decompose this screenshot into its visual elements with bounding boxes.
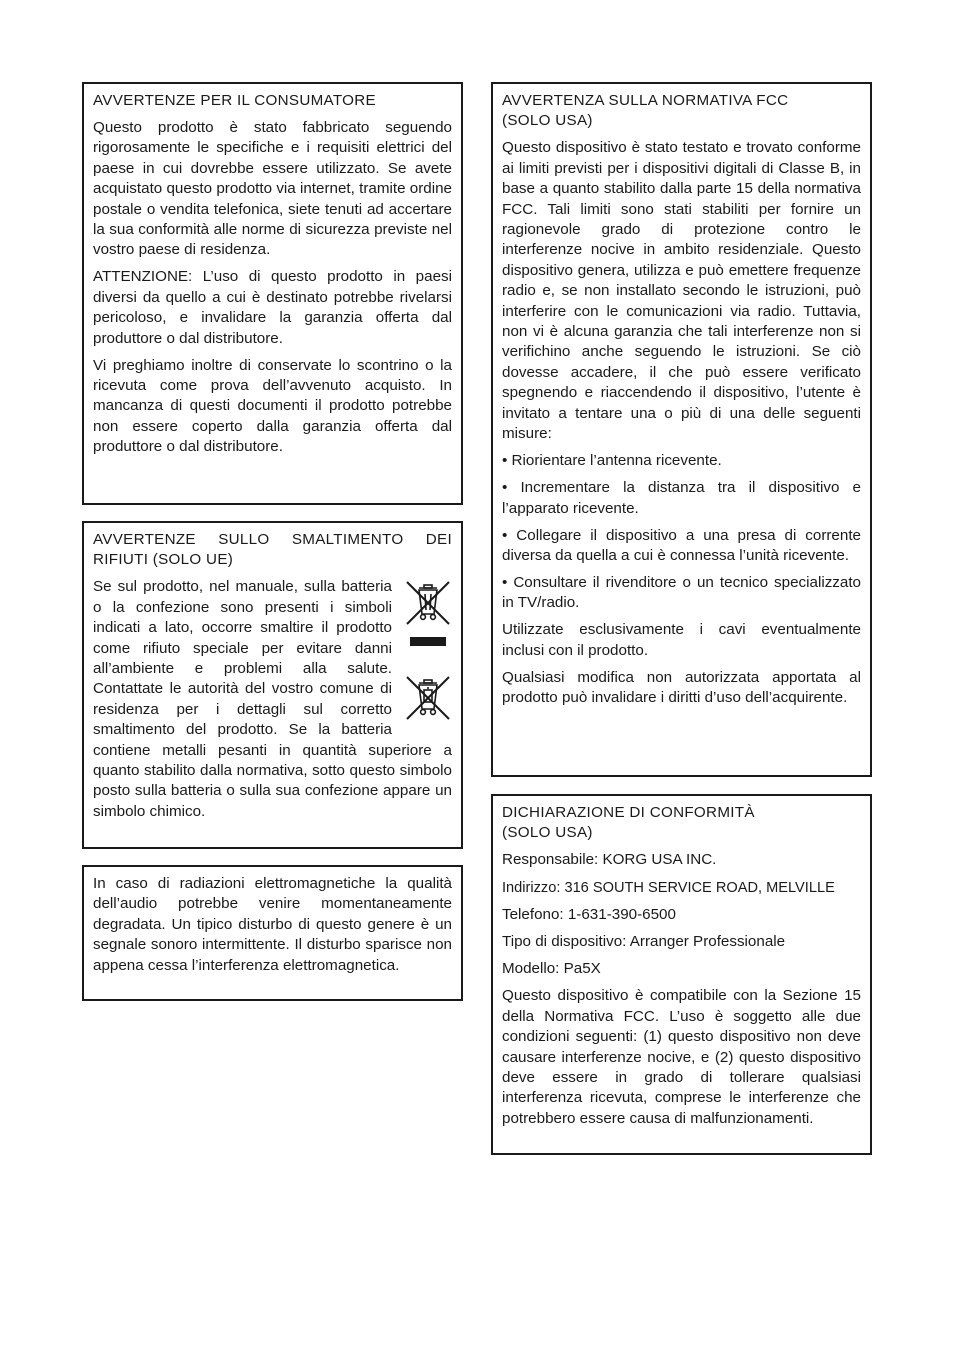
consumer-notice-title: AVVERTENZE PER IL CONSUMATORE: [93, 92, 376, 109]
conformity-title-line-1: DICHIARAZIONE DI CONFORMITÀ: [502, 804, 755, 821]
fcc-notice-intro: Questo dispositivo è stato testato e trovato conforme ai limiti previsti per i dispositivi digitali di Classe B, in base a quanto stabilito dalla parte 15 della normativa FCC. Tali limiti sono stati stabiliti per fornire un ragionevole grado di protezione contro le interferenze nocive in ambito residenziale. Questo dispositivo genera, utilizza e può emettere frequenze radio e, se non installato secondo le istruzioni, può interferire con le comunicazioni via radio. Tuttavia, non vi è alcuna garanzia che tali interferenze non si verifichino anche seguendo le istruzioni. Se ciò dovesse accadere, il che può essere verificato spegnendo e riaccendendo il dispositivo, l’utente è invitato a tentare una o più di una delle seguenti misure:: [502, 139, 861, 443]
conformity-device-type: Tipo di dispositivo: Arranger Professionale: [502, 933, 786, 951]
conformity-model: Modello: Pa5X: [502, 960, 601, 978]
fcc-notice-title: [502, 91, 861, 132]
waste-notice-paragraph: Se sul prodotto, nel manuale, sulla batteria o la confezione sono presenti i simboli indicati a lato, occorre smaltire il prodotto come rifiuto speciale per evitare danni all’ambiente e problemi alla salute. Contattate le autorità del vostro comune di residenza per i dettagli sul corretto smaltimento del prodotto. Se la batteria contiene metalli pesanti in quantità superiore a quanto stabilito dalla normativa, sotto questo simbolo posto sulla batteria o sulla sua confezione appare un simbolo chimico.: [93, 578, 452, 820]
conformity-phone: Telefono: 1-631-390-6500: [502, 905, 676, 923]
emi-notice-paragraph: In caso di radiazioni elettromagnetiche la qualità dell’audio potrebbe venire momentaneamente degradata. Un tipico disturbo di questo genere è un segnale sonoro intermittente. Il disturbo sparisce non appena cessa l’interferenza elettromagnetica.: [93, 875, 452, 974]
emi-notice-box: [82, 865, 463, 1001]
fcc-measure-1: • Riorientare l’antenna ricevente.: [502, 452, 722, 470]
conformity-address: Indirizzo: 316 SOUTH SERVICE ROAD, MELVILLE: [502, 879, 835, 896]
crossed-out-wheelie-bin-battery-icon: [405, 675, 451, 721]
black-bar-icon: [410, 637, 446, 646]
crossed-out-wheelie-bin-icon: [405, 580, 451, 626]
conformity-title: [502, 803, 861, 844]
fcc-measure-2: • Incrementare la distanza tra il dispositivo e l’apparato ricevente.: [502, 479, 861, 517]
fcc-modifications-note: Qualsiasi modifica non autorizzata apportata al prodotto può invalidare i diritti d’uso dell’acquirente.: [502, 668, 861, 707]
weee-symbols: [404, 580, 452, 721]
conformity-statement: Questo dispositivo è compatibile con la Sezione 15 della Normativa FCC. L’uso è soggetto alle due condizioni seguenti: (1) questo dispositivo non deve causare interferenze nocive, e (2) questo dispositivo deve essere in grado di tollerare qualsiasi interferenza ricevuta, comprese le interferenze che potrebbero essere causa di malfunzionamenti.: [502, 987, 861, 1127]
fcc-measure-4: • Consultare il rivenditore o un tecnico specializzato in TV/radio.: [502, 573, 861, 612]
conformity-title-line-2: (SOLO USA): [502, 824, 593, 842]
fcc-cables-note: Utilizzate esclusivamente i cavi eventualmente inclusi con il prodotto.: [502, 621, 861, 659]
fcc-notice-box: [491, 82, 872, 777]
fcc-notice-title-line-2: (SOLO USA): [502, 112, 593, 130]
consumer-notice-paragraph-3: Vi preghiamo inoltre di conservate lo scontrino o la ricevuta come prova dell’avvenuto acquisto. In mancanza di questi documenti il prodotto potrebbe non essere coperto dalla garanzia offerta dal produttore o dal distributore.: [93, 356, 452, 456]
fcc-notice-title-line-1: AVVERTENZA SULLA NORMATIVA FCC: [502, 92, 789, 109]
conformity-box: [491, 794, 872, 1155]
waste-notice-title: AVVERTENZE SULLO SMALTIMENTO DEI RIFIUTI (SOLO UE): [93, 531, 452, 569]
waste-notice-box: [82, 521, 463, 849]
fcc-measure-3: • Collegare il dispositivo a una presa di corrente diversa da quella a cui è connessa l’unità ricevente.: [502, 526, 861, 564]
consumer-notice-paragraph-1: Questo prodotto è stato fabbricato seguendo rigorosamente le specifiche e i requisiti elettrici del paese in cui dovrebbe essere utilizzato. Se avete acquistato questo prodotto via internet, tramite ordine postale o vendita telefonica, siete tenuti ad accertare la sua conformità alle norme di sicurezza previste nel vostro paese di residenza.: [93, 119, 452, 259]
consumer-notice-box: [82, 82, 463, 505]
consumer-notice-paragraph-2: ATTENZIONE: L’uso di questo prodotto in paesi diversi da quello a cui è destinato potrebbe rivelarsi pericoloso, e invalidare la garanzia offerta dal produttore o dal distributore.: [93, 268, 452, 347]
conformity-responsible: Responsabile: KORG USA INC.: [502, 851, 717, 869]
